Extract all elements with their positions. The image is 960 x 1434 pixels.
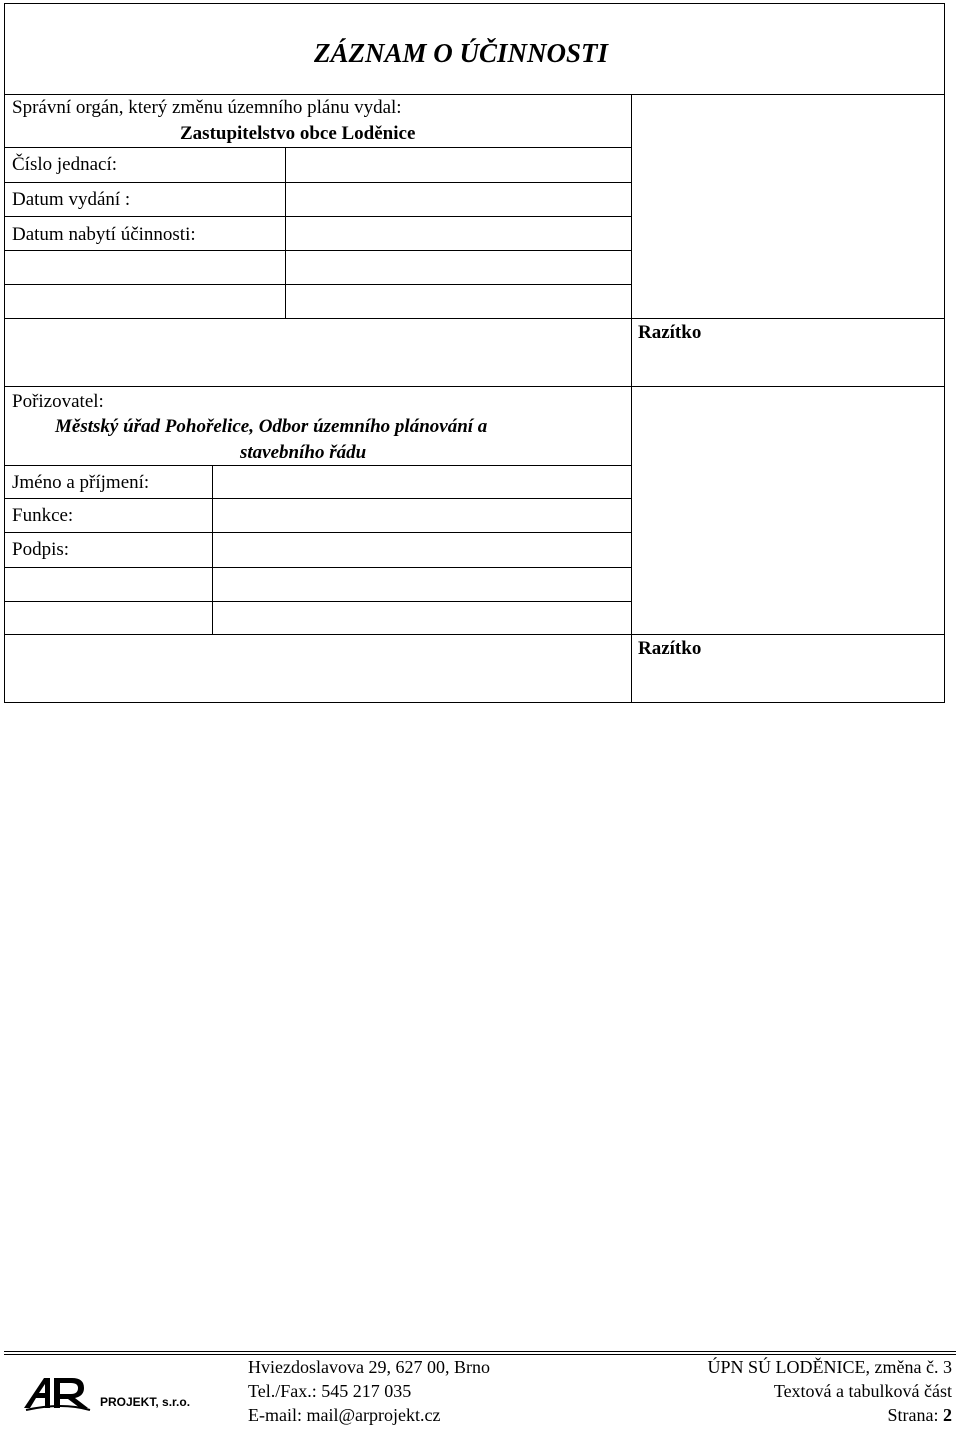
footer-rule <box>4 1351 956 1352</box>
stamp-column-divider <box>631 94 632 702</box>
row-divider <box>4 498 632 499</box>
function-label: Funkce: <box>12 505 74 526</box>
page-title: ZÁZNAM O ÚČINNOSTI <box>314 38 609 68</box>
full-name-label: Jméno a příjmení: <box>12 472 150 493</box>
footer-address: Hviezdoslavova 29, 627 00, Brno <box>248 1357 490 1377</box>
table-border-left <box>4 3 5 703</box>
procurer-label: Pořizovatel: <box>12 391 104 412</box>
page-number: 2 <box>943 1405 952 1425</box>
company-logo <box>22 1372 197 1414</box>
row-divider <box>4 216 632 217</box>
stamp-label: Razítko <box>638 638 702 659</box>
footer-page <box>888 1404 953 1426</box>
row-divider <box>4 601 632 602</box>
page-label: Strana: <box>887 1405 939 1425</box>
row-divider <box>4 147 632 148</box>
label-column-divider <box>212 465 213 635</box>
row-divider <box>4 250 632 251</box>
footer-phone: Tel./Fax.: 545 217 035 <box>248 1381 412 1401</box>
signature-label: Podpis: <box>12 539 70 560</box>
effective-date-label: Datum nabytí účinnosti: <box>12 224 196 245</box>
row-divider <box>4 634 945 635</box>
table-border-top <box>4 3 945 4</box>
reference-number-label: Číslo jednací: <box>12 154 118 175</box>
stamp-label: Razítko <box>638 322 702 343</box>
row-divider <box>4 182 632 183</box>
table-border-right <box>944 3 945 703</box>
footer-section: Textová a tabulková část <box>773 1381 952 1401</box>
issue-date-label: Datum vydání : <box>12 189 131 210</box>
footer-email: E-mail: mail@arprojekt.cz <box>248 1405 441 1425</box>
authority-label: Správní orgán, který změnu územního plánu vydal: <box>12 97 402 118</box>
row-divider <box>4 532 632 533</box>
footer-project: ÚPN SÚ LODĚNICE, změna č. 3 <box>707 1357 952 1377</box>
table-border-bottom <box>4 702 945 703</box>
logo-text: PROJEKT, s.r.o. <box>100 1395 191 1409</box>
section-divider <box>4 386 945 387</box>
title-row-divider <box>4 94 945 95</box>
row-divider <box>4 465 632 466</box>
row-divider <box>4 567 632 568</box>
row-divider <box>4 318 945 319</box>
authority-name: Zastupitelstvo obce Loděnice <box>180 123 416 144</box>
footer-rule-thin <box>4 1354 956 1355</box>
label-column-divider <box>285 147 286 319</box>
procurer-name-line2: stavebního řádu <box>240 442 367 463</box>
row-divider <box>4 284 632 285</box>
procurer-name-line1: Městský úřad Pohořelice, Odbor územního plánování a <box>55 416 488 437</box>
